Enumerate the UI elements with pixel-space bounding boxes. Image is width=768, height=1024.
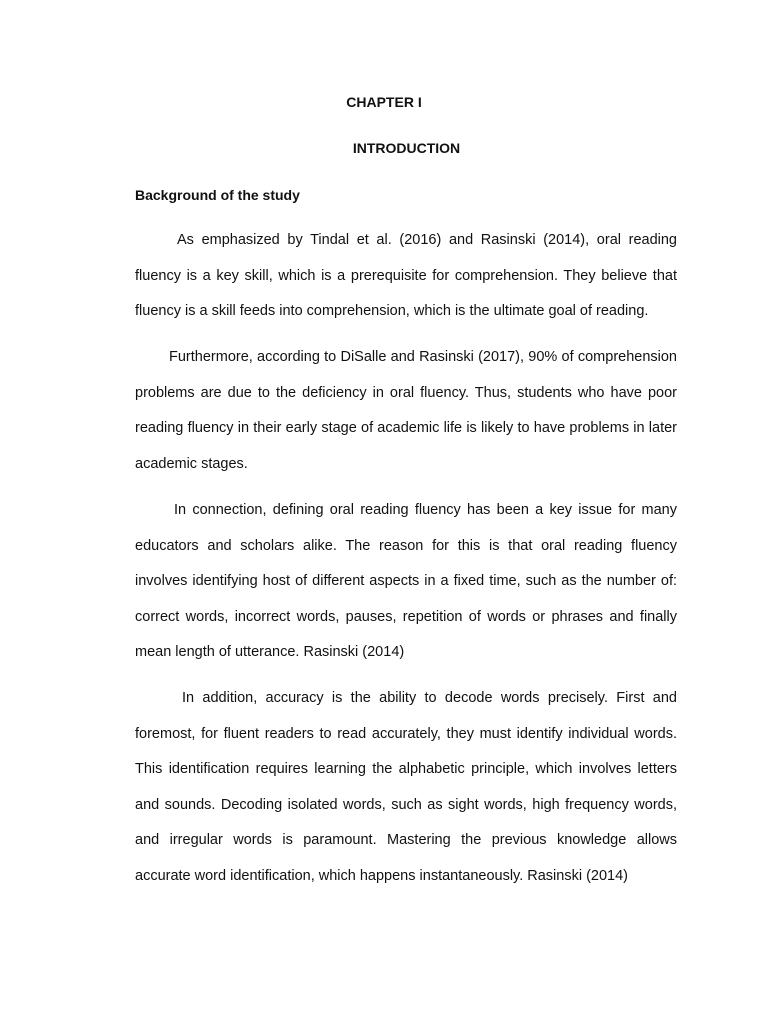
chapter-label: CHAPTER I bbox=[346, 94, 422, 110]
section-heading: Background of the study bbox=[135, 187, 300, 203]
body-paragraph: In addition, accuracy is the ability to decode words precisely. First and foremost, for fluent readers to read accurately, they must identify individual words. This identification requires learning the alphabetic principle, which involves letters and sounds. Decoding isolated words, such as sight words, high frequency words, and irregular words is paramount. Mastering the previous knowledge allows accurate word identification, which happens instantaneously. Rasinski (2014) bbox=[135, 690, 677, 884]
body-paragraph: As emphasized by Tindal et al. (2016) and Rasinski (2014), oral reading fluency is a key skill, which is a prerequisite for comprehension. They believe that fluency is a skill feeds into comprehension, which is the ultimate goal of reading. bbox=[135, 232, 677, 320]
chapter-title: INTRODUCTION bbox=[352, 140, 461, 156]
body-paragraph: In connection, defining oral reading fluency has been a key issue for many educators and scholars alike. The reason for this is that oral reading fluency involves identifying host of different aspects in a fixed time, such as the number of: correct words, incorrect words, pauses, repetition of words or phrases and finally mean length of utterance. Rasinski (2014) bbox=[135, 502, 677, 661]
body-paragraph: Furthermore, according to DiSalle and Rasinski (2017), 90% of comprehension problems are due to the deficiency in oral fluency. Thus, students who have poor reading fluency in their early stage of academic life is likely to have problems in later academic stages. bbox=[135, 349, 677, 472]
